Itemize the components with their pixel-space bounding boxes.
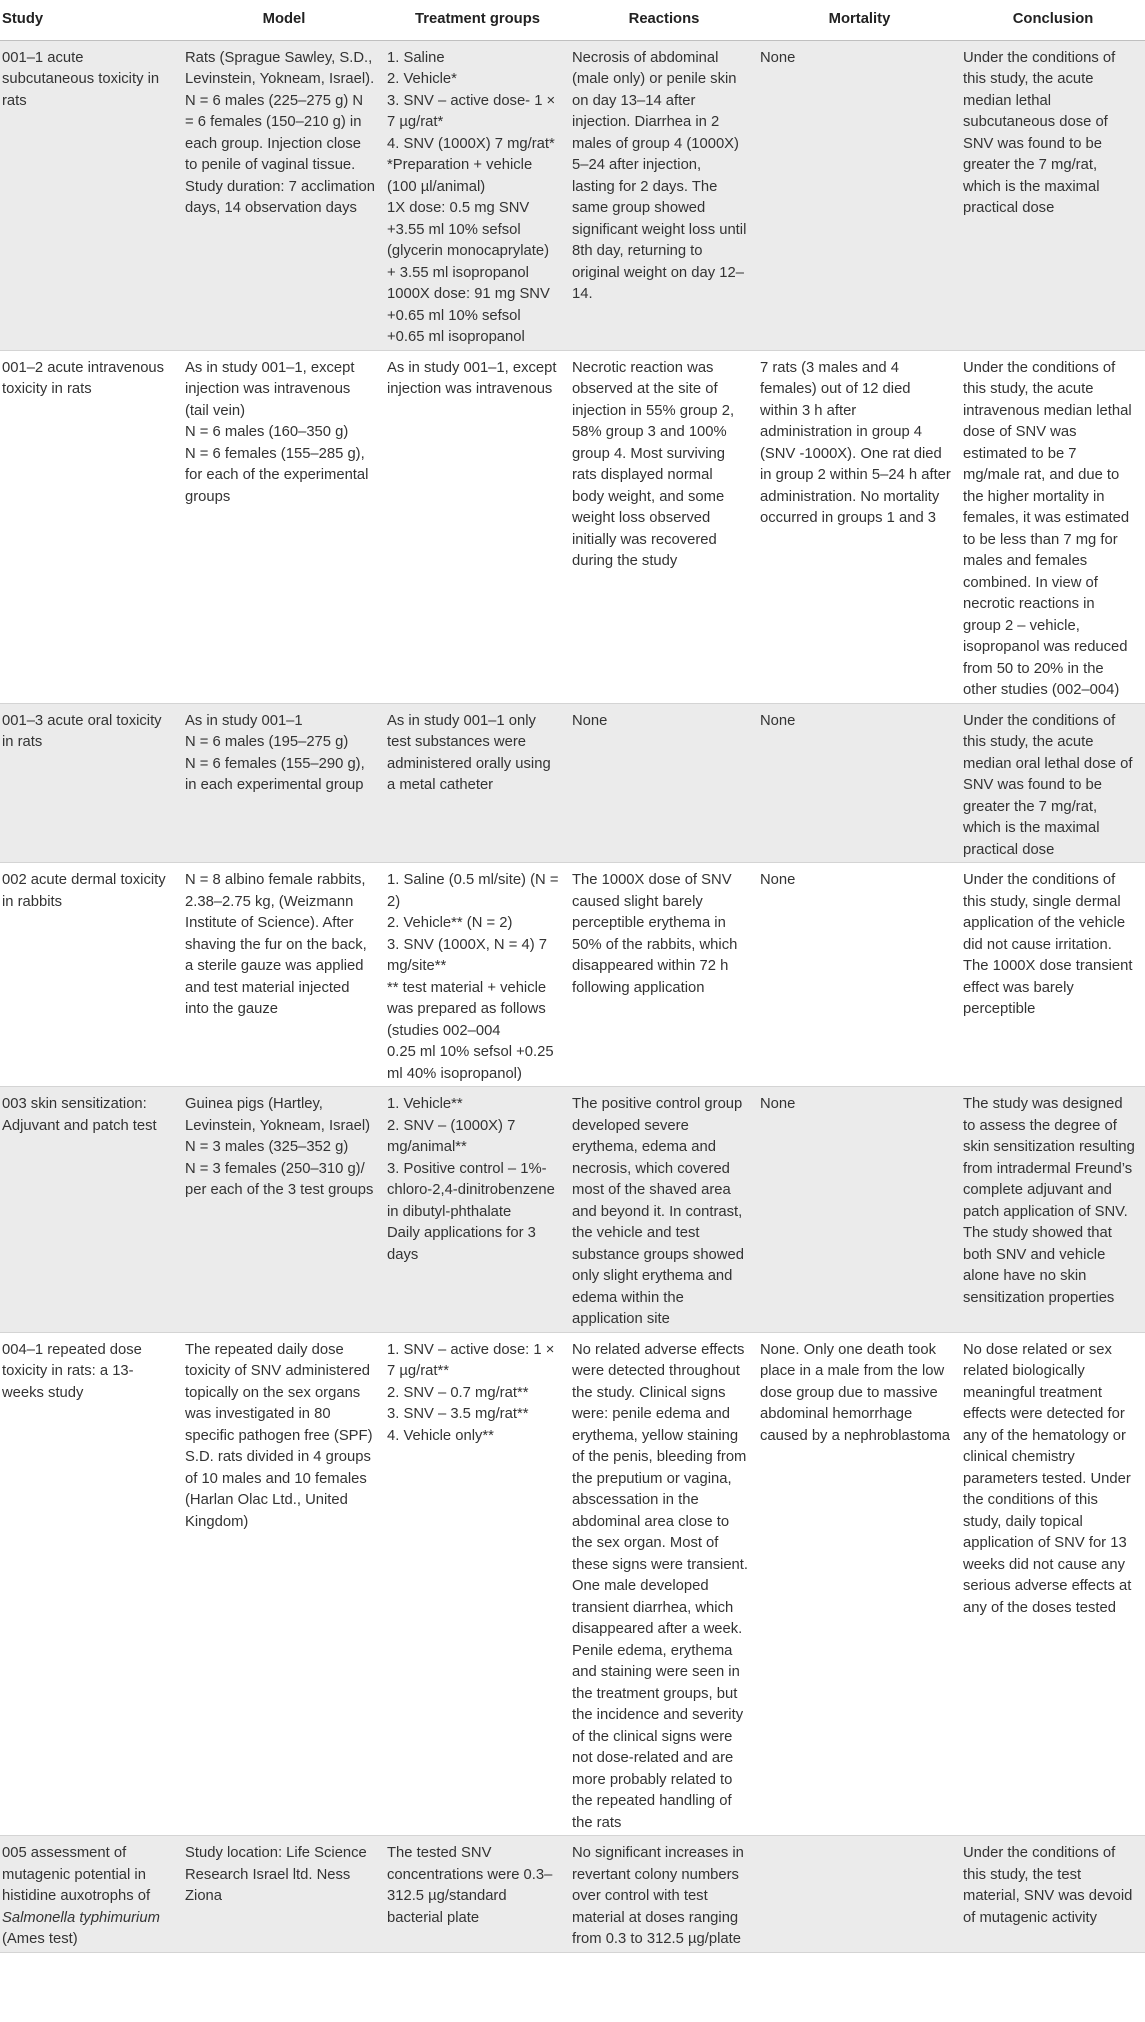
mortality-cell: None bbox=[758, 863, 961, 1087]
treatment-cell bbox=[385, 40, 570, 350]
table-row bbox=[0, 350, 1145, 703]
treatment-cell bbox=[385, 1332, 570, 1836]
treatment-line: 1. Saline bbox=[387, 49, 445, 66]
conclusion-cell: Under the conditions of this study, the acute median lethal subcutaneous dose of SNV was found to be greater the 7 mg/rat, which is the maximal practical dose bbox=[961, 40, 1145, 350]
header-mortality: Mortality bbox=[758, 0, 961, 40]
mortality-cell: None bbox=[758, 1087, 961, 1333]
study-cell: 001–3 acute oral toxicity in rats bbox=[0, 703, 183, 863]
model-line: N = 3 males (325–352 g) bbox=[185, 1139, 349, 1155]
treatment-cell: As in study 001–1, except injection was intravenous bbox=[385, 350, 570, 703]
model-line: N = 3 females (250–310 g)/ per each of the 3 test groups bbox=[185, 1160, 374, 1198]
header-reactions: Reactions bbox=[570, 0, 758, 40]
study-text-tail: (Ames test) bbox=[2, 1931, 78, 1947]
treatment-line: Daily applications for 3 days bbox=[387, 1225, 536, 1263]
treatment-line: 2. Vehicle** (N = 2) bbox=[387, 915, 513, 931]
table-header-row bbox=[0, 0, 1145, 40]
conclusion-cell: Under the conditions of this study, the acute median oral lethal dose of SNV was found to be greater the 7 mg/rat, which is the maximal practical dose bbox=[961, 703, 1145, 863]
reactions-cell: Necrosis of abdominal (male only) or penile skin on day 13–14 after injection. Diarrhea in 2 males of group 4 (1000X) 5–24 after injection, lasting for 2 days. The same group showed significant weight loss until 8th day, returning to original weight on day 12–14. bbox=[570, 40, 758, 350]
treatment-cell bbox=[385, 863, 570, 1087]
treatment-line: 0.25 ml 10% sefsol +0.25 ml 40% isopropanol) bbox=[387, 1044, 554, 1082]
table-row bbox=[0, 40, 1145, 350]
model-line: N = 6 females (155–285 g), for each of the experimental groups bbox=[185, 445, 369, 505]
treatment-line: 3. SNV – 3.5 mg/rat** bbox=[387, 1406, 529, 1422]
model-cell: Rats (Sprague Sawley, S.D., Levinstein, Yokneam, Israel). N = 6 males (225–275 g) N = 6 females (150–210 g) in each group. Injection close to penile of vaginal tissue. Study duration: 7 acclimation days, 14 observation days bbox=[183, 40, 385, 350]
header-model: Model bbox=[183, 0, 385, 40]
reactions-cell: Necrotic reaction was observed at the site of injection in 55% group 2, 58% group 3 and 100% group 4. Most surviving rats displayed normal body weight, and some weight loss observed initially was recovered during the study bbox=[570, 350, 758, 703]
study-cell bbox=[0, 1836, 183, 1953]
treatment-line: *Preparation + vehicle (100 µl/animal) bbox=[387, 157, 533, 195]
treatment-line: 4. SNV (1000X) 7 mg/rat* bbox=[387, 135, 555, 152]
study-text: 005 assessment of mutagenic potential in histidine auxotrophs of bbox=[2, 1845, 151, 1904]
treatment-line: 2. Vehicle* bbox=[387, 71, 457, 87]
table-row bbox=[0, 1087, 1145, 1333]
conclusion-cell: No dose related or sex related biologically meaningful treatment effects were detected for any of the hematology or clinical chemistry parameters tested. Under the conditions of this study, daily topical application of SNV for 13 weeks did not cause any serious adverse effects at any of the doses tested bbox=[961, 1332, 1145, 1836]
conclusion-cell: Under the conditions of this study, single dermal application of the vehicle did not cause irritation. The 1000X dose transient effect was barely perceptible bbox=[961, 863, 1145, 1087]
treatment-line: 3. SNV – active dose- 1 × 7 µg/rat* bbox=[387, 92, 556, 130]
treatment-line: 2. SNV – (1000X) 7 mg/animal** bbox=[387, 1117, 516, 1155]
header-treatment: Treatment groups bbox=[385, 0, 570, 40]
treatment-line: 1. Saline (0.5 ml/site) (N = 2) bbox=[387, 872, 559, 910]
header-study: Study bbox=[0, 0, 183, 40]
mortality-cell: None bbox=[758, 40, 961, 350]
model-cell: Study location: Life Science Research Israel ltd. Ness Ziona bbox=[183, 1836, 385, 1953]
table-row bbox=[0, 1836, 1145, 1953]
mortality-cell: None bbox=[758, 703, 961, 863]
treatment-line: 1. Vehicle** bbox=[387, 1096, 463, 1112]
treatment-line: 3. Positive control – 1%-chloro-2,4-dinitrobenzene in dibutyl-phthalate bbox=[387, 1160, 555, 1220]
mortality-cell: None. Only one death took place in a male from the low dose group due to massive abdominal hemorrhage caused by a nephroblastoma bbox=[758, 1332, 961, 1836]
model-cell bbox=[183, 350, 385, 703]
header-conclusion: Conclusion bbox=[961, 0, 1145, 40]
study-cell: 003 skin sensitization: Adjuvant and patch test bbox=[0, 1087, 183, 1333]
model-line: As in study 001–1 bbox=[185, 712, 303, 729]
conclusion-cell: The study was designed to assess the degree of skin sensitization resulting from intradermal Freund’s complete adjuvant and patch application of SNV. The study showed that both SNV and vehicle alone have no skin sensitization properties bbox=[961, 1087, 1145, 1333]
study-cell: 002 acute dermal toxicity in rabbits bbox=[0, 863, 183, 1087]
table-row bbox=[0, 1332, 1145, 1836]
model-line: N = 6 females (155–290 g), in each experimental group bbox=[185, 755, 365, 793]
study-cell: 001–1 acute subcutaneous toxicity in rats bbox=[0, 40, 183, 350]
model-cell bbox=[183, 1087, 385, 1333]
treatment-line: 2. SNV – 0.7 mg/rat** bbox=[387, 1384, 529, 1401]
conclusion-cell: Under the conditions of this study, the test material, SNV was devoid of mutagenic activity bbox=[961, 1836, 1145, 1953]
conclusion-cell: Under the conditions of this study, the acute intravenous median lethal dose of SNV was estimated to be 7 mg/male rat, and due to the higher mortality in females, it was estimated to be less than 7 mg for males and females combined. In view of necrotic reactions in group 2 – vehicle, isopropanol was reduced from 50 to 20% in the other studies (002–004) bbox=[961, 350, 1145, 703]
model-cell: The repeated daily dose toxicity of SNV administered topically on the sex organs was investigated in 80 specific pathogen free (SPF) S.D. rats divided in 4 groups of 10 males and 10 females (Harlan Olac Ltd., United Kingdom) bbox=[183, 1332, 385, 1836]
study-cell: 004–1 repeated dose toxicity in rats: a 13-weeks study bbox=[0, 1332, 183, 1836]
study-cell: 001–2 acute intravenous toxicity in rats bbox=[0, 350, 183, 703]
treatment-line: 1000X dose: 91 mg SNV +0.65 ml 10% sefsol +0.65 ml isopropanol bbox=[387, 286, 550, 345]
model-line: N = 6 males (195–275 g) bbox=[185, 734, 349, 750]
treatment-line: 1X dose: 0.5 mg SNV +3.55 ml 10% sefsol (glycerin monocaprylate) + 3.55 ml isopropanol bbox=[387, 200, 550, 281]
model-cell bbox=[183, 703, 385, 863]
model-line: As in study 001–1, except injection was intravenous (tail vein) bbox=[185, 359, 355, 419]
reactions-cell: The 1000X dose of SNV caused slight barely perceptible erythema in 50% of the rabbits, which disappeared within 72 h following application bbox=[570, 863, 758, 1087]
table-row bbox=[0, 863, 1145, 1087]
model-cell: N = 8 albino female rabbits, 2.38–2.75 kg, (Weizmann Institute of Science). After shaving the fur on the back, a sterile gauze was applied and test material injected into the gauze bbox=[183, 863, 385, 1087]
mortality-cell bbox=[758, 1836, 961, 1953]
species-name: Salmonella typhimurium bbox=[2, 1909, 160, 1926]
reactions-cell: The positive control group developed severe erythema, edema and necrosis, which covered most of the shaved area and beyond it. In contrast, the vehicle and test substance groups showed only slight erythema and edema within the application site bbox=[570, 1087, 758, 1333]
table-row bbox=[0, 703, 1145, 863]
reactions-cell: No significant increases in revertant colony numbers over control with test material at doses ranging from 0.3 to 312.5 µg/plate bbox=[570, 1836, 758, 1953]
treatment-line: 1. SNV – active dose: 1 × 7 µg/rat** bbox=[387, 1341, 555, 1379]
reactions-cell: No related adverse effects were detected throughout the study. Clinical signs were: penile edema and erythema, yellow staining of the penis, bleeding from the preputium or vagina, abscessation in the abdominal area close to the sex organ. Most of these signs were transient. One male developed transient diarrhea, which disappeared after a week. Penile edema, erythema and staining were seen in the treatment groups, but the incidence and severity of the clinical signs were not dose-related and are more probably related to the repeated handling of the rats bbox=[570, 1332, 758, 1836]
treatment-cell bbox=[385, 1087, 570, 1333]
model-line: Guinea pigs (Hartley, Levinstein, Yokneam, Israel) bbox=[185, 1096, 371, 1134]
model-line: N = 6 males (160–350 g) bbox=[185, 424, 349, 440]
mortality-cell: 7 rats (3 males and 4 females) out of 12 died within 3 h after administration in group 4 (SNV -1000X). One rat died in group 2 within 5–24 h after administration. No mortality occurred in groups 1 and 3 bbox=[758, 350, 961, 703]
treatment-line: 3. SNV (1000X, N = 4) 7 mg/site** bbox=[387, 936, 547, 974]
treatment-line: ** test material + vehicle was prepared as follows (studies 002–004 bbox=[387, 979, 547, 1039]
treatment-cell: The tested SNV concentrations were 0.3–312.5 µg/standard bacterial plate bbox=[385, 1836, 570, 1953]
treatment-cell: As in study 001–1 only test substances were administered orally using a metal catheter bbox=[385, 703, 570, 863]
reactions-cell: None bbox=[570, 703, 758, 863]
treatment-line: 4. Vehicle only** bbox=[387, 1427, 494, 1444]
